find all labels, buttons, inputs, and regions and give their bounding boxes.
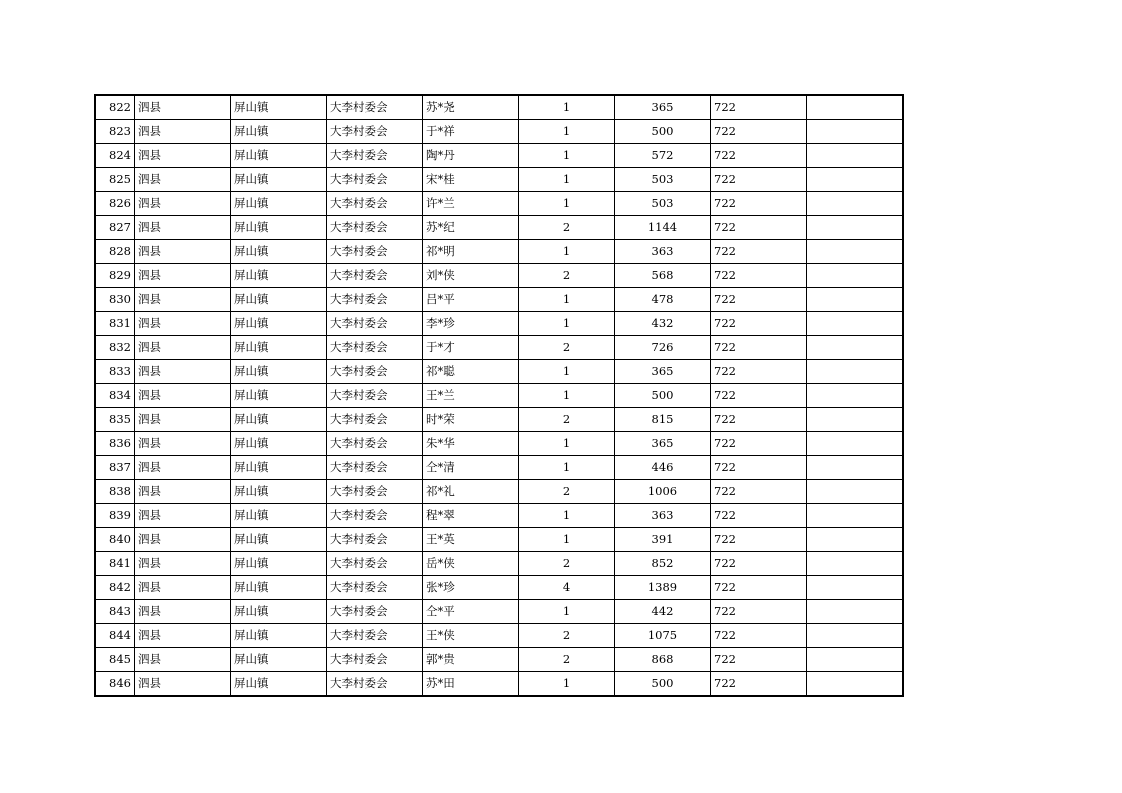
town-cell: 屏山镇 [231,648,327,672]
name-cell: 苏*纪 [423,216,519,240]
remark-cell [807,144,904,168]
county-cell: 泗县 [135,95,231,120]
county-cell: 泗县 [135,240,231,264]
county-cell: 泗县 [135,168,231,192]
town-cell: 屏山镇 [231,528,327,552]
name-cell: 苏*田 [423,672,519,697]
amount-cell: 363 [615,504,711,528]
amount-cell: 503 [615,192,711,216]
county-cell: 泗县 [135,144,231,168]
town-cell: 屏山镇 [231,408,327,432]
row-number-cell: 846 [95,672,135,697]
village-committee-cell: 大李村委会 [327,648,423,672]
village-committee-cell: 大李村委会 [327,552,423,576]
code-cell: 722 [711,672,807,697]
row-number-cell: 843 [95,600,135,624]
table-row [95,528,903,552]
amount-cell: 365 [615,360,711,384]
town-cell: 屏山镇 [231,552,327,576]
name-cell: 朱*华 [423,432,519,456]
household-size-cell: 1 [519,120,615,144]
household-size-cell: 1 [519,432,615,456]
amount-cell: 852 [615,552,711,576]
row-number-cell: 833 [95,360,135,384]
household-size-cell: 2 [519,336,615,360]
town-cell: 屏山镇 [231,576,327,600]
table-row [95,336,903,360]
village-committee-cell: 大李村委会 [327,600,423,624]
household-size-cell: 1 [519,312,615,336]
name-cell: 祁*聪 [423,360,519,384]
county-cell: 泗县 [135,288,231,312]
name-cell: 时*荣 [423,408,519,432]
household-size-cell: 2 [519,624,615,648]
code-cell: 722 [711,192,807,216]
name-cell: 于*才 [423,336,519,360]
household-size-cell: 1 [519,95,615,120]
household-size-cell: 1 [519,504,615,528]
county-cell: 泗县 [135,120,231,144]
household-size-cell: 1 [519,360,615,384]
town-cell: 屏山镇 [231,480,327,504]
amount-cell: 815 [615,408,711,432]
row-number-cell: 831 [95,312,135,336]
table-row [95,95,903,120]
town-cell: 屏山镇 [231,240,327,264]
village-committee-cell: 大李村委会 [327,456,423,480]
name-cell: 祁*明 [423,240,519,264]
amount-cell: 446 [615,456,711,480]
name-cell: 陶*丹 [423,144,519,168]
name-cell: 宋*桂 [423,168,519,192]
row-number-cell: 839 [95,504,135,528]
town-cell: 屏山镇 [231,312,327,336]
row-number-cell: 826 [95,192,135,216]
row-number-cell: 837 [95,456,135,480]
code-cell: 722 [711,624,807,648]
county-cell: 泗县 [135,456,231,480]
amount-cell: 500 [615,672,711,697]
code-cell: 722 [711,288,807,312]
remark-cell [807,552,904,576]
remark-cell [807,384,904,408]
village-committee-cell: 大李村委会 [327,240,423,264]
row-number-cell: 827 [95,216,135,240]
table-row [95,144,903,168]
county-cell: 泗县 [135,384,231,408]
village-committee-cell: 大李村委会 [327,192,423,216]
table-row [95,216,903,240]
village-committee-cell: 大李村委会 [327,168,423,192]
data-table [94,94,904,697]
county-cell: 泗县 [135,576,231,600]
row-number-cell: 842 [95,576,135,600]
name-cell: 李*珍 [423,312,519,336]
code-cell: 722 [711,384,807,408]
table-row [95,624,903,648]
village-committee-cell: 大李村委会 [327,384,423,408]
name-cell: 苏*尧 [423,95,519,120]
table-row [95,360,903,384]
row-number-cell: 832 [95,336,135,360]
amount-cell: 572 [615,144,711,168]
amount-cell: 868 [615,648,711,672]
county-cell: 泗县 [135,600,231,624]
county-cell: 泗县 [135,312,231,336]
amount-cell: 478 [615,288,711,312]
village-committee-cell: 大李村委会 [327,624,423,648]
table-row [95,192,903,216]
village-committee-cell: 大李村委会 [327,408,423,432]
county-cell: 泗县 [135,528,231,552]
amount-cell: 365 [615,432,711,456]
remark-cell [807,336,904,360]
amount-cell: 500 [615,120,711,144]
code-cell: 722 [711,480,807,504]
row-number-cell: 841 [95,552,135,576]
table-row [95,120,903,144]
town-cell: 屏山镇 [231,384,327,408]
household-size-cell: 2 [519,408,615,432]
village-committee-cell: 大李村委会 [327,528,423,552]
remark-cell [807,432,904,456]
name-cell: 程*翠 [423,504,519,528]
remark-cell [807,95,904,120]
name-cell: 王*兰 [423,384,519,408]
row-number-cell: 830 [95,288,135,312]
table-row [95,552,903,576]
town-cell: 屏山镇 [231,288,327,312]
row-number-cell: 822 [95,95,135,120]
county-cell: 泗县 [135,648,231,672]
code-cell: 722 [711,456,807,480]
amount-cell: 363 [615,240,711,264]
code-cell: 722 [711,432,807,456]
town-cell: 屏山镇 [231,120,327,144]
name-cell: 吕*平 [423,288,519,312]
row-number-cell: 834 [95,384,135,408]
code-cell: 722 [711,240,807,264]
town-cell: 屏山镇 [231,95,327,120]
county-cell: 泗县 [135,192,231,216]
row-number-cell: 829 [95,264,135,288]
remark-cell [807,120,904,144]
amount-cell: 500 [615,384,711,408]
table-row [95,600,903,624]
remark-cell [807,576,904,600]
table-row [95,648,903,672]
village-committee-cell: 大李村委会 [327,432,423,456]
table-row [95,288,903,312]
code-cell: 722 [711,312,807,336]
county-cell: 泗县 [135,336,231,360]
code-cell: 722 [711,648,807,672]
code-cell: 722 [711,552,807,576]
code-cell: 722 [711,504,807,528]
village-committee-cell: 大李村委会 [327,288,423,312]
remark-cell [807,648,904,672]
village-committee-cell: 大李村委会 [327,360,423,384]
code-cell: 722 [711,216,807,240]
amount-cell: 1389 [615,576,711,600]
remark-cell [807,456,904,480]
remark-cell [807,264,904,288]
household-size-cell: 1 [519,456,615,480]
remark-cell [807,672,904,697]
town-cell: 屏山镇 [231,672,327,697]
village-committee-cell: 大李村委会 [327,95,423,120]
row-number-cell: 828 [95,240,135,264]
county-cell: 泗县 [135,432,231,456]
code-cell: 722 [711,120,807,144]
table-row [95,312,903,336]
code-cell: 722 [711,528,807,552]
name-cell: 岳*侠 [423,552,519,576]
table-body [95,95,903,696]
code-cell: 722 [711,144,807,168]
name-cell: 郭*贵 [423,648,519,672]
household-size-cell: 1 [519,240,615,264]
amount-cell: 1144 [615,216,711,240]
table-row [95,576,903,600]
county-cell: 泗县 [135,672,231,697]
table-row [95,432,903,456]
remark-cell [807,312,904,336]
row-number-cell: 838 [95,480,135,504]
name-cell: 王*英 [423,528,519,552]
name-cell: 于*祥 [423,120,519,144]
village-committee-cell: 大李村委会 [327,216,423,240]
household-size-cell: 1 [519,192,615,216]
row-number-cell: 840 [95,528,135,552]
village-committee-cell: 大李村委会 [327,264,423,288]
household-size-cell: 4 [519,576,615,600]
town-cell: 屏山镇 [231,216,327,240]
county-cell: 泗县 [135,624,231,648]
amount-cell: 1006 [615,480,711,504]
household-size-cell: 1 [519,672,615,697]
code-cell: 722 [711,168,807,192]
county-cell: 泗县 [135,408,231,432]
table-row [95,408,903,432]
name-cell: 祁*礼 [423,480,519,504]
household-size-cell: 1 [519,144,615,168]
household-size-cell: 1 [519,288,615,312]
name-cell: 刘*侠 [423,264,519,288]
remark-cell [807,288,904,312]
code-cell: 722 [711,95,807,120]
household-size-cell: 1 [519,168,615,192]
code-cell: 722 [711,576,807,600]
amount-cell: 432 [615,312,711,336]
table-row [95,240,903,264]
amount-cell: 726 [615,336,711,360]
village-committee-cell: 大李村委会 [327,504,423,528]
household-size-cell: 1 [519,528,615,552]
household-size-cell: 2 [519,648,615,672]
remark-cell [807,408,904,432]
remark-cell [807,600,904,624]
remark-cell [807,528,904,552]
row-number-cell: 836 [95,432,135,456]
remark-cell [807,480,904,504]
household-size-cell: 2 [519,552,615,576]
remark-cell [807,240,904,264]
code-cell: 722 [711,264,807,288]
town-cell: 屏山镇 [231,360,327,384]
row-number-cell: 844 [95,624,135,648]
village-committee-cell: 大李村委会 [327,672,423,697]
code-cell: 722 [711,600,807,624]
county-cell: 泗县 [135,480,231,504]
table-row [95,456,903,480]
name-cell: 王*侠 [423,624,519,648]
amount-cell: 391 [615,528,711,552]
village-committee-cell: 大李村委会 [327,576,423,600]
table-row [95,168,903,192]
table-row [95,264,903,288]
town-cell: 屏山镇 [231,456,327,480]
county-cell: 泗县 [135,216,231,240]
amount-cell: 503 [615,168,711,192]
county-cell: 泗县 [135,552,231,576]
village-committee-cell: 大李村委会 [327,120,423,144]
amount-cell: 1075 [615,624,711,648]
household-size-cell: 2 [519,264,615,288]
remark-cell [807,624,904,648]
village-committee-cell: 大李村委会 [327,336,423,360]
remark-cell [807,360,904,384]
village-committee-cell: 大李村委会 [327,480,423,504]
code-cell: 722 [711,408,807,432]
town-cell: 屏山镇 [231,168,327,192]
town-cell: 屏山镇 [231,600,327,624]
table-row [95,384,903,408]
town-cell: 屏山镇 [231,504,327,528]
town-cell: 屏山镇 [231,624,327,648]
remark-cell [807,192,904,216]
remark-cell [807,216,904,240]
code-cell: 722 [711,360,807,384]
row-number-cell: 835 [95,408,135,432]
household-size-cell: 2 [519,480,615,504]
name-cell: 仝*清 [423,456,519,480]
name-cell: 许*兰 [423,192,519,216]
name-cell: 仝*平 [423,600,519,624]
village-committee-cell: 大李村委会 [327,312,423,336]
row-number-cell: 824 [95,144,135,168]
household-size-cell: 1 [519,384,615,408]
village-committee-cell: 大李村委会 [327,144,423,168]
table-row [95,480,903,504]
amount-cell: 568 [615,264,711,288]
county-cell: 泗县 [135,504,231,528]
town-cell: 屏山镇 [231,432,327,456]
town-cell: 屏山镇 [231,192,327,216]
code-cell: 722 [711,336,807,360]
remark-cell [807,504,904,528]
household-size-cell: 2 [519,216,615,240]
amount-cell: 442 [615,600,711,624]
remark-cell [807,168,904,192]
name-cell: 张*珍 [423,576,519,600]
town-cell: 屏山镇 [231,336,327,360]
county-cell: 泗县 [135,264,231,288]
row-number-cell: 845 [95,648,135,672]
row-number-cell: 825 [95,168,135,192]
county-cell: 泗县 [135,360,231,384]
amount-cell: 365 [615,95,711,120]
table-row [95,504,903,528]
town-cell: 屏山镇 [231,144,327,168]
row-number-cell: 823 [95,120,135,144]
household-size-cell: 1 [519,600,615,624]
town-cell: 屏山镇 [231,264,327,288]
table-row [95,672,903,697]
